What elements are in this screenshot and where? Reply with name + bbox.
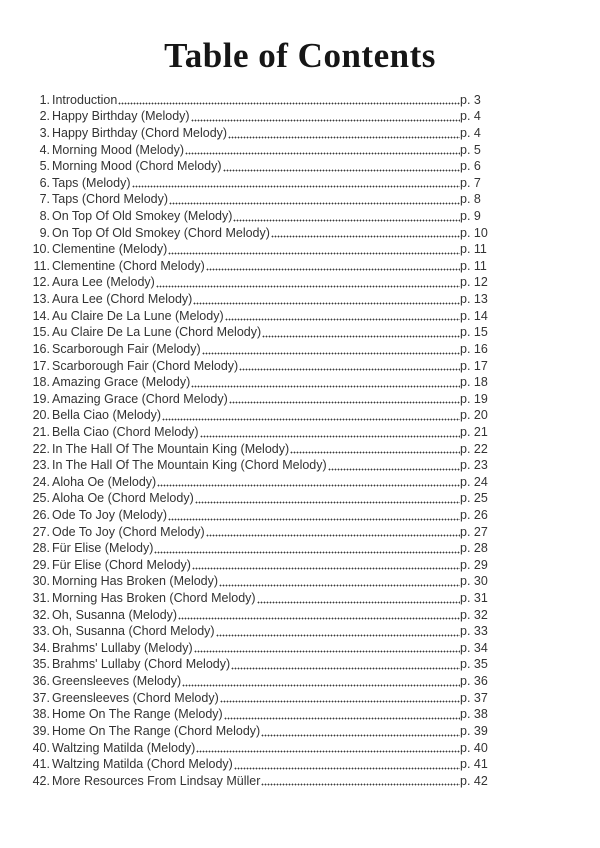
dot-leader (194, 640, 460, 657)
entry-title: Clementine (Melody) (52, 242, 168, 257)
toc-entry (20, 308, 490, 325)
entry-page: p. 21 (460, 424, 488, 439)
entry-number: 17. (32, 358, 50, 373)
entry-title: Ode To Joy (Melody) (52, 507, 168, 522)
entry-title: Oh, Susanna (Chord Melody) (52, 624, 215, 639)
dot-leader (154, 540, 460, 557)
entry-title: Introduction (52, 92, 118, 107)
entry-title: Taps (Chord Melody) (52, 192, 169, 207)
entry-page: p. 33 (460, 624, 488, 639)
entry-page: p. 3 (460, 92, 481, 107)
dot-leader (225, 308, 460, 325)
dot-leader (185, 142, 460, 159)
entry-number: 30. (32, 574, 50, 589)
toc-entry (20, 391, 490, 408)
dot-leader (178, 607, 460, 624)
toc-entry (20, 740, 490, 757)
toc-entry (20, 241, 490, 258)
dot-leader (191, 374, 460, 391)
entry-number: 15. (32, 325, 50, 340)
entry-page: p. 41 (460, 757, 488, 772)
entry-title: Waltzing Matilda (Melody) (52, 740, 196, 755)
dot-leader (132, 175, 461, 192)
entry-page: p. 24 (460, 474, 488, 489)
entry-number: 33. (32, 624, 50, 639)
dot-leader (162, 407, 460, 424)
toc-entry (20, 92, 490, 109)
entry-page: p. 6 (460, 159, 481, 174)
entry-title: Happy Birthday (Melody) (52, 109, 190, 124)
entry-number: 1. (39, 92, 50, 107)
toc-entry (20, 673, 490, 690)
entry-title: Aloha Oe (Melody) (52, 474, 157, 489)
dot-leader (262, 324, 460, 341)
dot-leader (328, 457, 460, 474)
dot-leader (168, 241, 460, 258)
entry-page: p. 30 (460, 574, 488, 589)
entry-title: Clementine (Chord Melody) (52, 258, 205, 273)
entry-page: p. 27 (460, 524, 488, 539)
dot-leader (202, 341, 460, 358)
entry-title: Oh, Susanna (Melody) (52, 607, 178, 622)
dot-leader (191, 108, 460, 125)
entry-number: 9. (39, 225, 50, 240)
entry-page: p. 7 (460, 175, 481, 190)
dot-leader (200, 424, 460, 441)
entry-title: Bella Ciao (Melody) (52, 408, 162, 423)
toc-entry (20, 540, 490, 557)
entry-page: p. 29 (460, 557, 488, 572)
entry-number: 2. (39, 109, 50, 124)
toc-entry (20, 191, 490, 208)
toc-entry (20, 225, 490, 242)
entry-title: In The Hall Of The Mountain King (Chord Melody) (52, 458, 327, 473)
entry-number: 23. (32, 458, 50, 473)
entry-title: Au Claire De La Lune (Melody) (52, 308, 224, 323)
entry-number: 35. (32, 657, 50, 672)
entry-page: p. 14 (460, 308, 488, 323)
dot-leader (206, 524, 460, 541)
entry-title: In The Hall Of The Mountain King (Melody) (52, 441, 290, 456)
entry-page: p. 31 (460, 591, 488, 606)
dot-leader (220, 690, 460, 707)
dot-leader (195, 490, 460, 507)
entry-number: 22. (32, 441, 50, 456)
toc-entry (20, 125, 490, 142)
entry-page: p. 34 (460, 640, 488, 655)
toc-entry (20, 208, 490, 225)
entry-number: 4. (39, 142, 50, 157)
toc-entry (20, 258, 490, 275)
entry-page: p. 12 (460, 275, 488, 290)
dot-leader (239, 358, 460, 375)
toc-entry (20, 623, 490, 640)
dot-leader (156, 274, 460, 291)
entry-title: Morning Mood (Chord Melody) (52, 159, 222, 174)
entry-number: 32. (32, 607, 50, 622)
entry-number: 13. (32, 292, 50, 307)
entry-number: 8. (39, 209, 50, 224)
dot-leader (233, 208, 460, 225)
dot-leader (234, 756, 460, 773)
toc-entry (20, 507, 490, 524)
entry-page: p. 15 (460, 325, 488, 340)
entry-number: 21. (32, 424, 50, 439)
toc-entry (20, 358, 490, 375)
entry-number: 28. (32, 541, 50, 556)
dot-leader (193, 291, 460, 308)
entry-number: 7. (39, 192, 50, 207)
toc-entry (20, 756, 490, 773)
entry-title: Waltzing Matilda (Chord Melody) (52, 757, 233, 772)
dot-leader (157, 474, 460, 491)
entry-page: p. 38 (460, 707, 488, 722)
toc-entry (20, 590, 490, 607)
entry-title: Amazing Grace (Melody) (52, 375, 191, 390)
entry-number: 27. (32, 524, 50, 539)
toc-entry (20, 524, 490, 541)
entry-title: On Top Of Old Smokey (Chord Melody) (52, 225, 270, 240)
toc-entry (20, 656, 490, 673)
dot-leader (219, 573, 460, 590)
entry-page: p. 35 (460, 657, 488, 672)
entry-page: p. 18 (460, 375, 488, 390)
entry-title: Home On The Range (Chord Melody) (52, 723, 261, 738)
entry-number: 31. (32, 591, 50, 606)
entry-title: Bella Ciao (Chord Melody) (52, 424, 199, 439)
toc-entry (20, 457, 490, 474)
entry-title: Morning Mood (Melody) (52, 142, 184, 157)
toc-entry (20, 557, 490, 574)
dot-leader (182, 673, 460, 690)
entry-number: 18. (32, 375, 50, 390)
entry-number: 5. (39, 159, 50, 174)
entry-title: Taps (Melody) (52, 175, 131, 190)
toc-entry (20, 706, 490, 723)
entry-page: p. 36 (460, 674, 488, 689)
entry-page: p. 4 (460, 109, 481, 124)
entry-page: p. 9 (460, 209, 481, 224)
entry-number: 10. (32, 242, 50, 257)
entry-page: p. 37 (460, 690, 488, 705)
toc-entry (20, 274, 490, 291)
entry-title: Amazing Grace (Chord Melody) (52, 391, 228, 406)
entry-page: p. 8 (460, 192, 481, 207)
entry-title: Greensleeves (Melody) (52, 674, 182, 689)
dot-leader (261, 723, 460, 740)
dot-leader (169, 191, 460, 208)
entry-page: p. 11 (460, 242, 487, 257)
dot-leader (231, 656, 460, 673)
entry-page: p. 20 (460, 408, 488, 423)
entry-title: Scarborough Fair (Melody) (52, 341, 201, 356)
toc-entry (20, 108, 490, 125)
entry-page: p. 39 (460, 723, 488, 738)
entry-number: 3. (39, 125, 50, 140)
entry-page: p. 28 (460, 541, 488, 556)
entry-title: Home On The Range (Melody) (52, 707, 223, 722)
entry-number: 41. (32, 757, 50, 772)
toc-entry (20, 640, 490, 657)
entry-page: p. 19 (460, 391, 488, 406)
toc-entry (20, 474, 490, 491)
entry-page: p. 13 (460, 292, 488, 307)
entry-page: p. 26 (460, 507, 488, 522)
entry-title: Morning Has Broken (Melody) (52, 574, 219, 589)
entry-title: Scarborough Fair (Chord Melody) (52, 358, 239, 373)
entry-number: 36. (32, 674, 50, 689)
entry-page: p. 16 (460, 341, 488, 356)
toc-list (20, 92, 490, 790)
entry-title: Für Elise (Melody) (52, 541, 154, 556)
entry-page: p. 42 (460, 773, 488, 788)
toc-entry (20, 723, 490, 740)
entry-page: p. 32 (460, 607, 488, 622)
entry-title: Ode To Joy (Chord Melody) (52, 524, 205, 539)
entry-number: 16. (32, 341, 50, 356)
entry-title: Für Elise (Chord Melody) (52, 557, 191, 572)
toc-entry (20, 573, 490, 590)
entry-number: 26. (32, 507, 50, 522)
entry-title: Aloha Oe (Chord Melody) (52, 491, 194, 506)
entry-number: 14. (32, 308, 50, 323)
dot-leader (118, 92, 460, 109)
dot-leader (216, 623, 460, 640)
page-title: Table of Contents (164, 36, 436, 75)
dot-leader (224, 706, 460, 723)
toc-entry (20, 142, 490, 159)
dot-leader (271, 225, 460, 242)
entry-page: p. 40 (460, 740, 488, 755)
toc-entry (20, 341, 490, 358)
dot-leader (229, 391, 460, 408)
entry-number: 6. (39, 175, 50, 190)
entry-page: p. 11 (460, 258, 487, 273)
entry-page: p. 5 (460, 142, 481, 157)
toc-entry (20, 690, 490, 707)
entry-number: 29. (32, 557, 50, 572)
toc-entry (20, 324, 490, 341)
toc-entry (20, 374, 490, 391)
toc-entry (20, 607, 490, 624)
entry-number: 11. (33, 258, 50, 273)
entry-number: 19. (32, 391, 50, 406)
entry-number: 12. (32, 275, 50, 290)
entry-page: p. 25 (460, 491, 488, 506)
entry-number: 20. (32, 408, 50, 423)
entry-page: p. 17 (460, 358, 488, 373)
entry-title: Brahms' Lullaby (Melody) (52, 640, 193, 655)
toc-entry (20, 158, 490, 175)
entry-page: p. 23 (460, 458, 488, 473)
entry-title: Morning Has Broken (Chord Melody) (52, 591, 256, 606)
entry-number: 25. (32, 491, 50, 506)
entry-title: Brahms' Lullaby (Chord Melody) (52, 657, 231, 672)
entry-title: Happy Birthday (Chord Melody) (52, 125, 228, 140)
entry-title: More Resources From Lindsay Müller (52, 773, 261, 788)
entry-number: 24. (32, 474, 50, 489)
entry-page: p. 4 (460, 125, 481, 140)
dot-leader (206, 258, 460, 275)
entry-title: On Top Of Old Smokey (Melody) (52, 209, 233, 224)
entry-number: 40. (32, 740, 50, 755)
toc-entry (20, 407, 490, 424)
entry-title: Au Claire De La Lune (Chord Melody) (52, 325, 262, 340)
entry-page: p. 10 (460, 225, 488, 240)
toc-entry (20, 773, 490, 790)
toc-entry (20, 424, 490, 441)
toc-entry (20, 441, 490, 458)
dot-leader (290, 441, 460, 458)
toc-entry (20, 175, 490, 192)
dot-leader (228, 125, 460, 142)
dot-leader (168, 507, 460, 524)
entry-number: 39. (32, 723, 50, 738)
entry-title: Aura Lee (Melody) (52, 275, 155, 290)
entry-number: 37. (32, 690, 50, 705)
dot-leader (261, 773, 460, 790)
dot-leader (223, 158, 460, 175)
entry-number: 34. (32, 640, 50, 655)
dot-leader (196, 740, 460, 757)
entry-page: p. 22 (460, 441, 488, 456)
toc-entry (20, 490, 490, 507)
dot-leader (257, 590, 460, 607)
entry-number: 38. (32, 707, 50, 722)
dot-leader (192, 557, 460, 574)
entry-title: Greensleeves (Chord Melody) (52, 690, 219, 705)
entry-title: Aura Lee (Chord Melody) (52, 292, 193, 307)
entry-number: 42. (32, 773, 50, 788)
toc-entry (20, 291, 490, 308)
